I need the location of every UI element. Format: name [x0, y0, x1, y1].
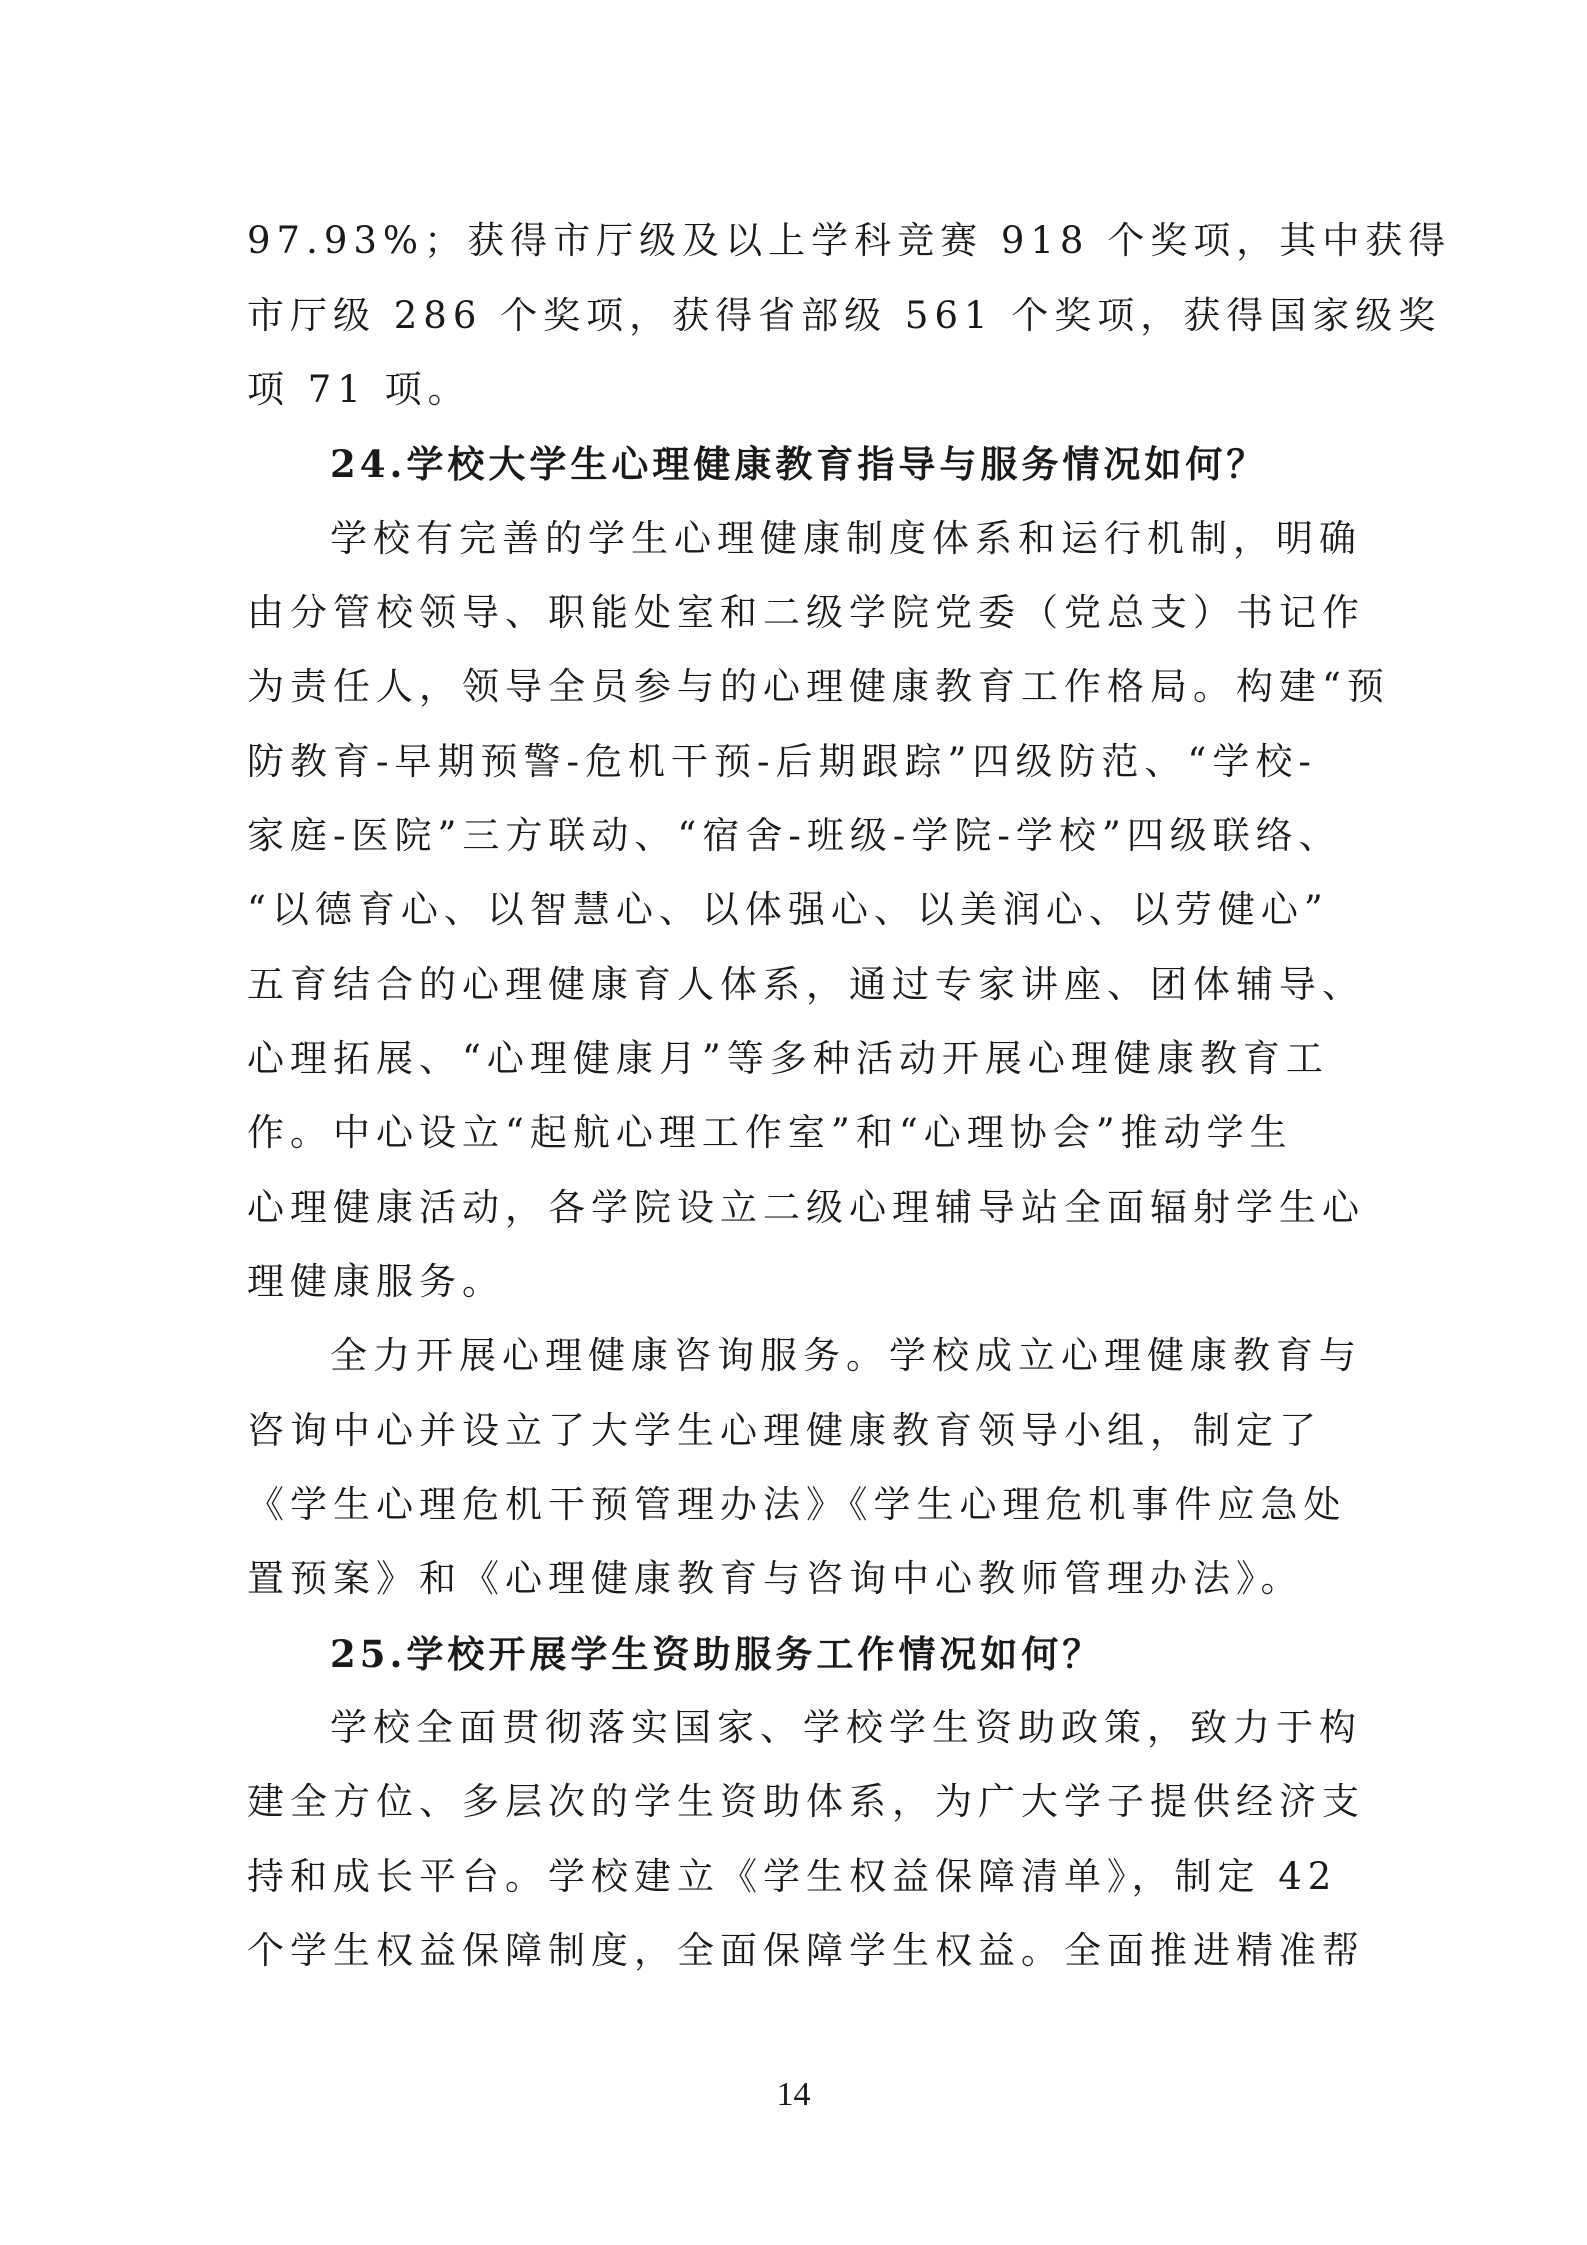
- text-line: 心理拓展、“心理健康月”等多种活动开展心理健康教育工: [247, 1037, 1329, 1080]
- section-heading-24: 24.学校大学生心理健康教育指导与服务情况如何？: [330, 442, 1268, 486]
- text-line: 防教育-早期预警-危机干预-后期跟踪”四级防范、“学校-: [247, 740, 1317, 783]
- text-line: 咨询中心并设立了大学生心理健康教育领导小组，制定了: [247, 1409, 1322, 1452]
- text-line: 学校全面贯彻落实国家、学校学生资助政策，致力于构: [330, 1706, 1362, 1749]
- text-line: 家庭-医院”三方联动、“宿舍-班级-学院-学校”四级联络、: [247, 814, 1342, 857]
- text-line: 学校有完善的学生心理健康制度体系和运行机制，明确: [330, 517, 1362, 560]
- text-line: 市厅级 286 个奖项，获得省部级 561 个奖项，获得国家级奖: [247, 294, 1442, 337]
- text-line: 置预案》和《心理健康教育与咨询中心教师管理办法》。: [247, 1557, 1304, 1600]
- section-heading-25: 25.学校开展学生资助服务工作情况如何？: [330, 1632, 1104, 1676]
- text-line: 五育结合的心理健康育人体系，通过专家讲座、团体辅导、: [247, 963, 1365, 1006]
- page-number: 14: [776, 2076, 811, 2113]
- text-line: 《学生心理危机干预管理办法》《学生心理危机事件应急处: [247, 1483, 1347, 1526]
- text-line: 为责任人，领导全员参与的心理健康教育工作格局。构建“预: [247, 665, 1390, 708]
- text-line: 理健康服务。: [247, 1260, 505, 1303]
- text-line: 全力开展心理健康咨询服务。学校成立心理健康教育与: [330, 1334, 1362, 1377]
- text-line: 97.93%；获得市厅级及以上学科竞赛 918 个奖项，其中获得: [247, 219, 1452, 262]
- text-line: 建全方位、多层次的学生资助体系，为广大学子提供经济支: [247, 1780, 1365, 1823]
- text-line: 由分管校领导、职能处室和二级学院党委（党总支）书记作: [247, 591, 1365, 634]
- text-line: 个学生权益保障制度，全面保障学生权益。全面推进精准帮: [247, 1929, 1365, 1972]
- text-line: 项 71 项。: [247, 368, 471, 411]
- text-line: “以德育心、以智慧心、以体强心、以美润心、以劳健心”: [247, 888, 1329, 931]
- text-line: 持和成长平台。学校建立《学生权益保障清单》，制定 42: [247, 1855, 1338, 1898]
- text-line: 作。中心设立“起航心理工作室”和“心理协会”推动学生: [247, 1111, 1293, 1154]
- text-line: 心理健康活动，各学院设立二级心理辅导站全面辐射学生心: [247, 1186, 1365, 1229]
